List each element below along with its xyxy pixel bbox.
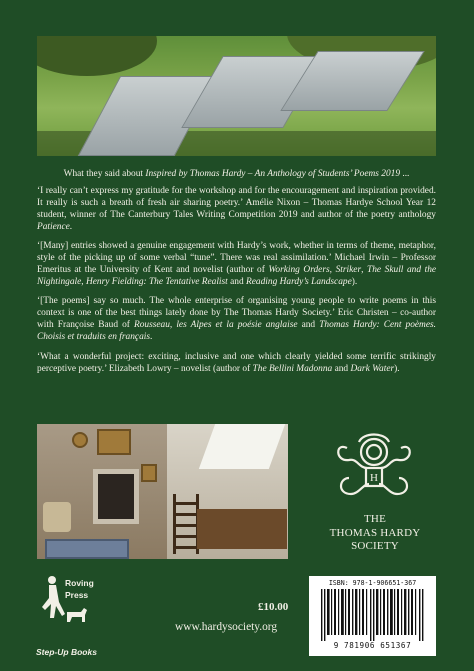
writing-desk [197,509,287,549]
society-logo-icon [329,428,419,508]
quote-text: . [150,332,153,343]
svg-text:H: H [370,472,378,484]
caption-tail: ... [400,169,410,179]
quote-lowry [37,352,436,376]
anthology-title: Inspired by Thomas Hardy – An Anthology of Students’ Poems 2019 [145,169,401,179]
quote-text: , [81,276,86,287]
study-room-photo [37,424,288,559]
picture-frame [141,464,157,482]
publisher-name [65,577,94,601]
rug [45,539,129,559]
quote-title: Dark Water [350,363,395,374]
isbn: ISBN: 978-1-906651-367 [328,579,417,587]
quote-title: Striker [335,265,362,276]
barcode-number: 9 781906 651367 [333,641,412,650]
quote-nixon [37,186,436,234]
publisher-line: Roving [65,578,94,588]
society-name [315,513,435,554]
quote-text: ‘What a wonderful project: exciting, inclusive and one which clearly yielded some terrific strikingly perceptive poetry.’ Elizabeth Lowry – novelist (author of [37,351,436,374]
caption-lead: What they said about [63,169,146,179]
chair [173,494,199,554]
quote-text: ‘I really can’t express my gratitude for the workshop and for the encouragement and inspiration provided. It really is such a breath of fresh air sharing poetry.’ Amélie Nixon – Thomas Hardye School Year 12 student, winner of The Canterbury Tales Writing Competition 2019 and author of the poetry anthology [37,186,436,220]
graveyard-photo [37,36,436,156]
quote-text: , [361,265,368,276]
society-line: SOCIETY [351,540,399,552]
barcode [309,576,436,656]
quote-title: Patience [37,221,70,232]
quote-text: and [297,320,320,331]
quote-text: ‘[The poems] say so much. The whole enterprise of organising young people to write poems in this context is one of the best things lately done by The Thomas Hardy Society.’ Eric Christen – co-author with Françoise Baud of [37,296,436,331]
picture-frame [97,429,131,455]
fireplace [93,469,139,524]
quote-text: and [227,276,247,287]
barcode-icon [317,589,429,641]
quote-title: Rousseau, les Alpes et la poésie anglaise [133,320,298,331]
reviews [37,186,436,383]
quotes-caption [37,168,436,180]
imprint-name: Step-Up Books [36,647,97,657]
quote-christen [37,296,436,344]
quote-text: . [69,221,73,232]
quote-text: , [329,265,336,276]
wall-plate [72,432,88,448]
quote-text: and [332,363,351,374]
quote-title: Thomas Hardy: Cent poèmes. Choisis et traduits en français [37,320,436,343]
quote-title: Reading Hardy’s Landscape [246,276,352,287]
society-line: THOMAS HARDY [329,526,421,539]
quote-title: Working Orders [268,265,330,276]
quote-title: The Skull and the Nightingale [37,265,437,287]
quote-text: ). [351,276,358,287]
quote-title: The Bellini Madonna [252,363,333,374]
quote-irwin [37,241,436,289]
armchair [43,502,71,532]
society-line: THE [364,513,386,525]
quote-title: Henry Fielding: The Tentative Realist [85,276,228,287]
price: £10.00 [258,601,289,613]
publisher-line: Press [65,590,89,600]
quote-text: ‘[Many] entries showed a genuine engagement with Hardy’s work, whether in terms of theme, metaphor, style of the picking up of some verbal “tune”. There was real assimilation.’ Michael Irwin – Professor Emeritus at the University of Kent and novelist (author of [37,241,436,276]
website-link[interactable]: www.hardysociety.org [175,621,278,633]
quote-text: ). [394,363,400,374]
